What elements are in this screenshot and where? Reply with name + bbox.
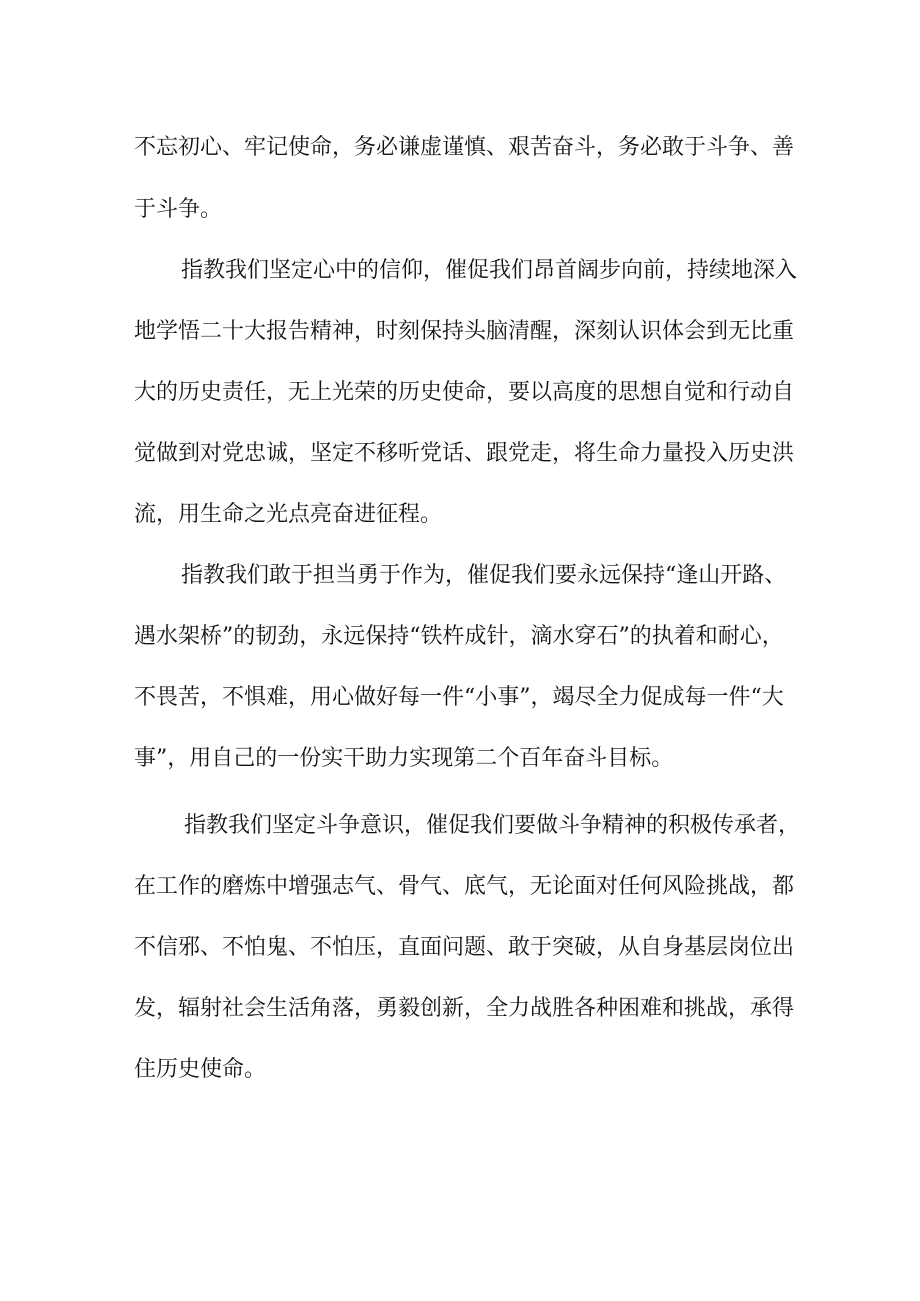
paragraph-4-line-4: 发，辐射社会生活角落，勇毅创新，全力战胜各种困难和挑战，承得 [134,996,795,1021]
paragraph-2-line-4: 觉做到对党忠诚，坚定不移听党话、跟党走，将生命力量投入历史洪 [134,441,795,466]
paragraph-3-line-4: 事”，用自己的一份实干助力实现第二个百年奋斗目标。 [134,746,674,771]
paragraph-2-line-5: 流，用生命之光点亮奋进征程。 [134,502,443,527]
paragraph-4-line-5: 住历史使命。 [134,1057,267,1082]
paragraph-4-line-3: 不信邪、不怕鬼、不怕压，直面问题、敢于突破，从自身基层岗位出 [134,935,795,960]
paragraph-1-line-1: 不忘初心、牢记使命，务必谦虚谨慎、艰苦奋斗，务必敢于斗争、善 [134,135,795,160]
paragraph-4-line-2: 在工作的磨炼中增强志气、骨气、底气，无论面对任何风险挑战，都 [134,874,795,899]
paragraph-2-line-2: 地学悟二十大报告精神，时刻保持头脑清醒，深刻认识体会到无比重 [134,319,795,344]
paragraph-3-line-1: 指教我们敢于担当勇于作为，催促我们要永远保持“逢山开路、 [181,563,787,588]
paragraph-2-line-1: 指教我们坚定心中的信仰，催促我们昂首阔步向前，持续地深入 [181,258,798,283]
paragraph-1-line-2: 于斗争。 [134,197,223,222]
paragraph-3-line-3: 不畏苦，不惧难，用心做好每一件“小事”，竭尽全力促成每一件“大 [134,685,784,710]
paragraph-4-line-1: 指教我们坚定斗争意识，催促我们要做斗争精神的积极传承者， [184,813,801,838]
paragraph-3-line-2: 遇水架桥”的韧劲，永远保持“铁杵成针，滴水穿石”的执着和耐心， [134,624,784,649]
paragraph-2-line-3: 大的历史责任，无上光荣的历史使命，要以高度的思想自觉和行动自 [134,380,795,405]
